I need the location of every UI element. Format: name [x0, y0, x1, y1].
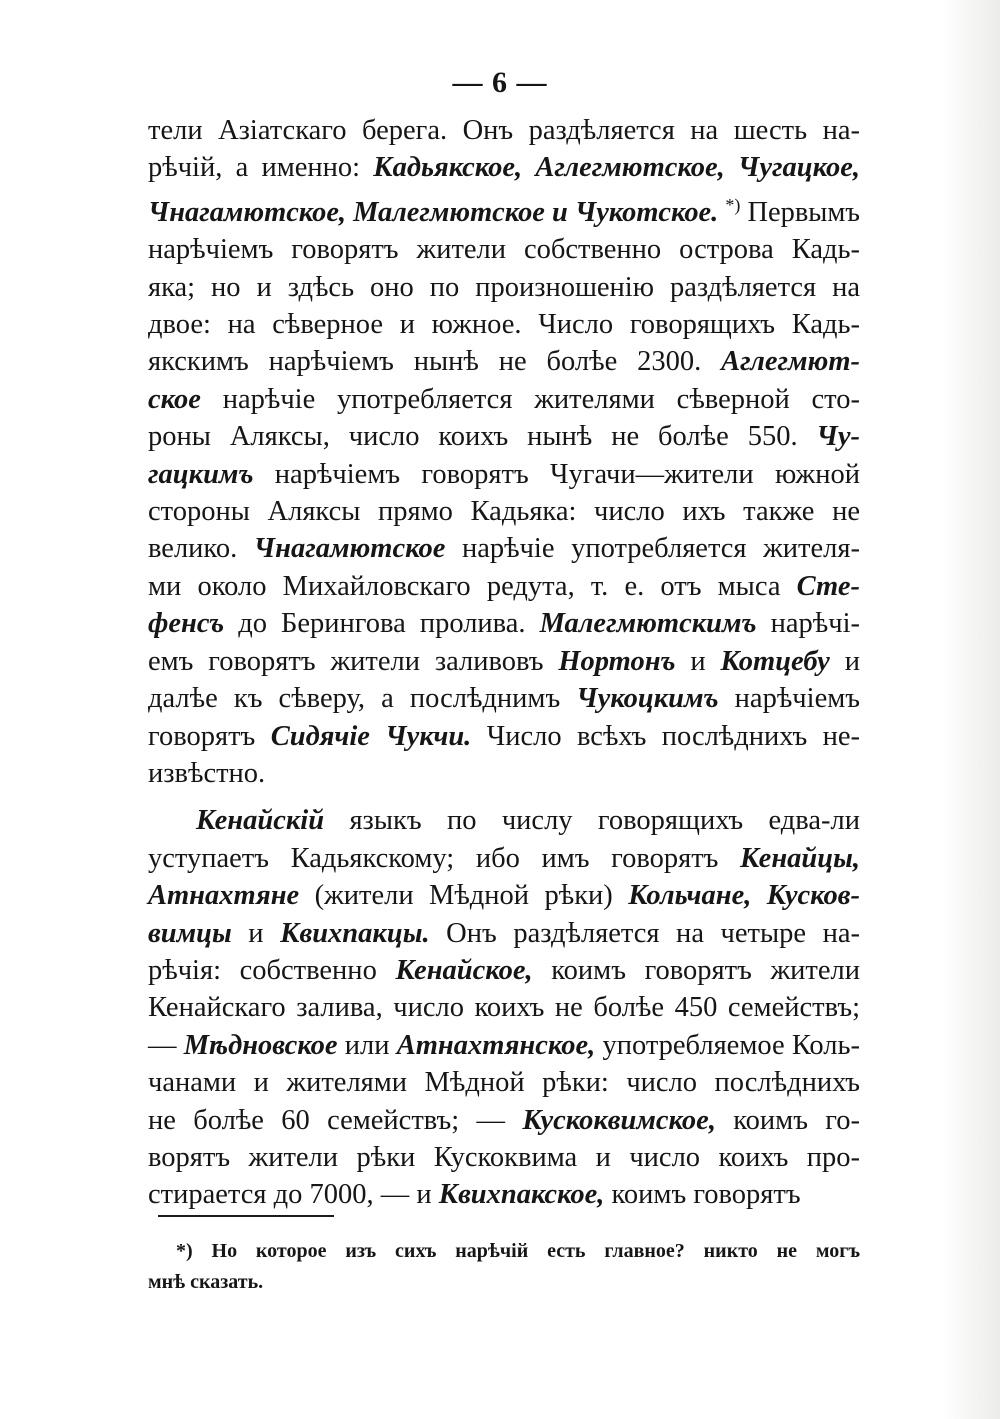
text-run: нарѣчі-: [756, 608, 861, 640]
text-line: [148, 418, 860, 455]
text-line: [148, 231, 860, 268]
text-run: коимъ говорятъ: [604, 1179, 801, 1211]
emphasized-term: Кенайцы,: [740, 842, 860, 874]
text-run: мнѣ сказать.: [148, 1271, 264, 1293]
text-run: велико.: [148, 533, 254, 565]
emphasized-term: Атнахтяне: [148, 880, 300, 912]
footnote-marker: *): [725, 194, 741, 215]
text-line: [148, 381, 860, 418]
emphasized-term: Чнагамютское: [253, 533, 446, 565]
emphasized-term: Квихпакцы.: [280, 917, 430, 949]
text-run: емъ говорятъ жители заливовъ: [148, 645, 559, 677]
emphasized-term: Кадьякское, Аглегмютское, Чугацкое,: [373, 152, 860, 184]
text-run: извѣстно.: [148, 757, 266, 789]
text-run: рѣчія: собственно: [148, 954, 396, 986]
text-line: [148, 149, 860, 186]
text-line: [148, 1139, 860, 1176]
text-run: коимъ говорятъ жители: [532, 954, 860, 986]
text-line: [148, 343, 860, 380]
text-run: чанами и жителями Мѣдной рѣки: число послѣднихъ: [148, 1067, 860, 1099]
emphasized-term: Чукоцкимъ: [576, 683, 719, 715]
emphasized-term: Кенайское,: [395, 954, 533, 986]
text-line: [148, 989, 860, 1026]
text-run: *) Но которое изъ сихъ нарѣчій есть главное? никто не могъ: [176, 1240, 860, 1262]
text-run: нарѣчіемъ говорятъ жители собственно острова Кадь-: [148, 234, 860, 266]
text-run: нарѣчіемъ говорятъ Чугачи—жители южной: [253, 458, 860, 490]
text-run: стирается до 7000, — и: [148, 1179, 439, 1211]
emphasized-term: гацкимъ: [148, 458, 254, 490]
page-edge-shadow: [942, 0, 1000, 1419]
text-run: употребляемое Коль-: [595, 1029, 860, 1061]
body-text: [148, 112, 860, 1214]
text-run: ворятъ жители рѣки Кускоквима и число коихъ про-: [148, 1141, 860, 1173]
text-line: [148, 952, 860, 989]
emphasized-term: Кенайскій: [196, 805, 325, 837]
emphasized-term: Сидячіе Чукчи.: [270, 720, 472, 752]
text-run: и: [829, 645, 860, 677]
text-run: уступаетъ Кадьякскому; ибо имъ говорятъ: [148, 842, 741, 874]
text-run: —: [148, 1029, 184, 1061]
text-line: [148, 306, 860, 343]
emphasized-term: Котцебу: [720, 645, 830, 677]
text-run: говорятъ: [148, 720, 271, 752]
text-run: Первымъ: [740, 196, 860, 228]
text-run: Онъ раздѣляется на четыре на-: [429, 917, 860, 949]
text-line: [148, 915, 860, 952]
text-run: (жители Мѣдной рѣки): [299, 880, 629, 912]
page-number: — 6 —: [452, 66, 548, 99]
text-run: до Берингова пролива.: [224, 608, 540, 640]
text-run: стороны Аляксы прямо Кадьяка: число ихъ также не: [148, 496, 860, 528]
text-run: Кенайскаго залива, число коихъ не болѣе 450 семействъ;: [148, 992, 860, 1024]
emphasized-term: Сте-: [796, 570, 860, 602]
paragraph-gap: [148, 792, 860, 802]
footnote: [148, 1236, 860, 1298]
text-run: ми около Михайловскаго редута, т. е. отъ мыса: [148, 570, 797, 602]
text-line: [148, 1102, 860, 1139]
text-line: [148, 269, 860, 306]
text-line: [148, 877, 860, 914]
text-run: языкъ по числу говорящихъ едва-ли: [324, 805, 860, 837]
emphasized-term: Атнахтянское,: [396, 1029, 596, 1061]
footnote-rule: [158, 1215, 334, 1217]
emphasized-term: ское: [148, 383, 201, 415]
text-line: [148, 643, 860, 680]
text-run: Число всѣхъ послѣднихъ не-: [471, 720, 860, 752]
emphasized-term: Нортонъ: [558, 645, 676, 677]
text-line: [148, 680, 860, 717]
emphasized-term: Аглегмют-: [721, 346, 860, 378]
text-line: [148, 605, 860, 642]
text-run: нарѣчіе употребляется жителя-: [445, 533, 860, 565]
text-line: [148, 530, 860, 567]
emphasized-term: Чнагамютское, Малегмютское и Чукотское.: [148, 196, 719, 228]
emphasized-term: Квихпакское,: [438, 1179, 605, 1211]
footnote-line: [148, 1236, 860, 1267]
text-line: [148, 1176, 860, 1213]
text-run: и: [675, 645, 721, 677]
text-run: двое: на сѣверное и южное. Число говорящихъ Кадь-: [148, 309, 860, 341]
emphasized-term: Кольчане, Кусков-: [628, 880, 860, 912]
text-run: тели Азіатскаго берега. Онъ раздѣляется на шесть на-: [148, 115, 860, 146]
text-run: якскимъ нарѣчіемъ нынѣ не болѣе 2300.: [148, 346, 722, 378]
text-run: яка; но и здѣсь оно по произношенію раздѣляется на: [148, 271, 860, 303]
text-run: нарѣчіе употребляется жителями сѣверной сто-: [200, 383, 860, 415]
text-line: [148, 1064, 860, 1101]
text-line: [148, 456, 860, 493]
emphasized-term: Малегмютскимъ: [539, 608, 757, 640]
footnote-line: [148, 1267, 860, 1298]
text-line: [148, 568, 860, 605]
text-run: коимъ го-: [715, 1104, 860, 1136]
text-line: [148, 802, 860, 839]
text-run: далѣе къ сѣверу, а послѣднимъ: [148, 683, 577, 715]
emphasized-term: Мѣдновское: [183, 1029, 338, 1061]
emphasized-term: Кускоквимское,: [522, 1104, 716, 1136]
text-line: [148, 187, 860, 231]
text-run: не болѣе 60 семействъ; —: [148, 1104, 523, 1136]
text-line: [148, 493, 860, 530]
text-line: [148, 1027, 860, 1064]
text-run: нарѣчіемъ: [718, 683, 860, 715]
text-line: [148, 840, 860, 877]
text-run: и: [231, 917, 281, 949]
text-run: или: [337, 1029, 397, 1061]
emphasized-term: Чу-: [816, 421, 860, 453]
text-run: роны Аляксы, число коихъ нынѣ не болѣе 550.: [148, 421, 817, 453]
text-line: [148, 112, 860, 149]
emphasized-term: вимцы: [148, 917, 232, 949]
text-line: [148, 718, 860, 755]
text-run: рѣчій, а именно:: [148, 152, 374, 184]
text-line: [148, 755, 860, 792]
emphasized-term: фенсъ: [148, 608, 225, 640]
